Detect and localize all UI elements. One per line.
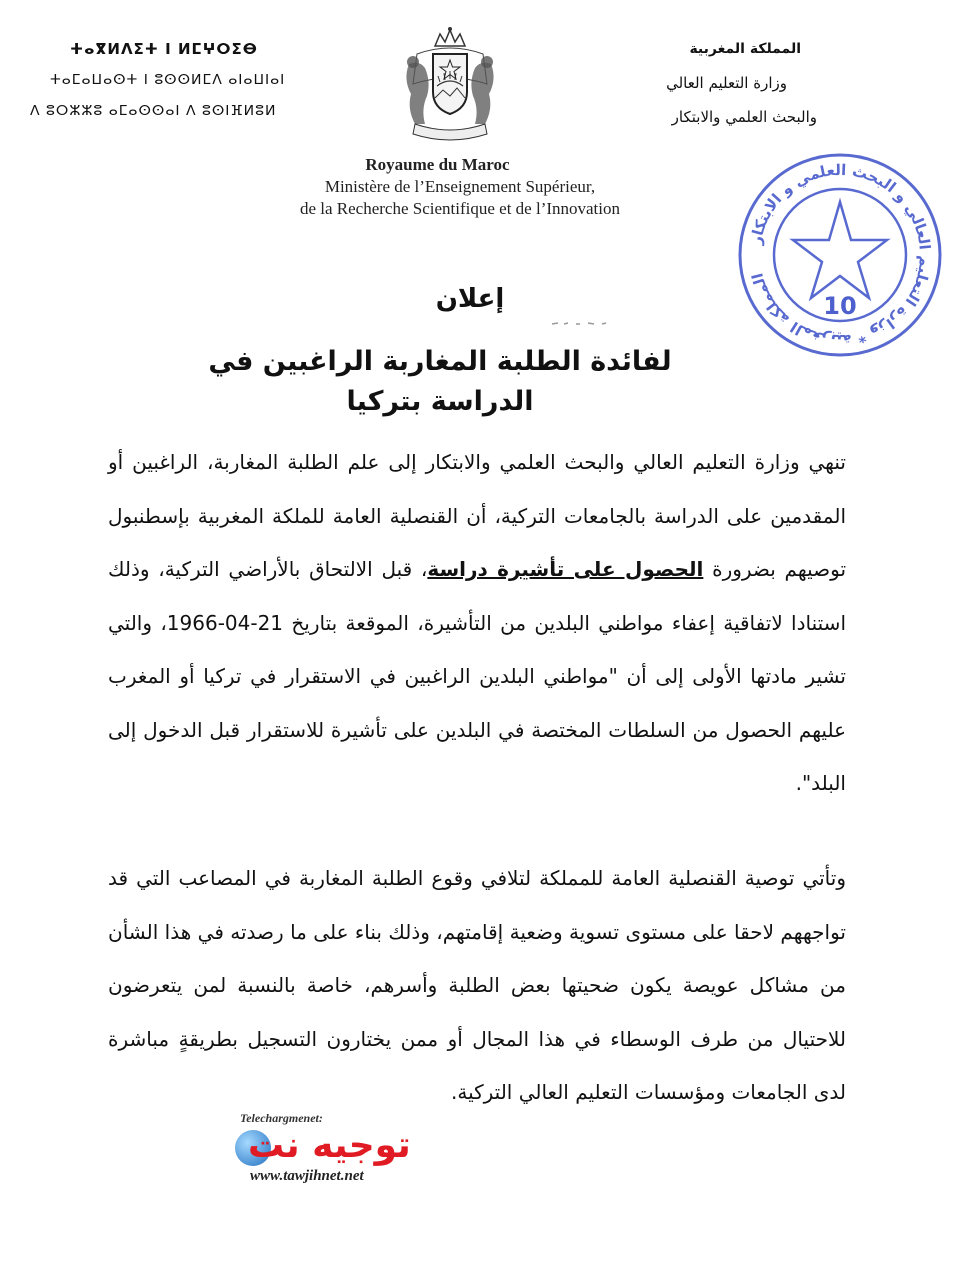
visa-requirement-emphasis: الحصول على تأشيرة دراسة bbox=[427, 557, 704, 581]
scan-noise bbox=[550, 318, 610, 328]
official-stamp bbox=[735, 150, 945, 360]
tifinagh-ministry-line2: ⴷ ⵓⵔⵣⵣⵓ ⴰⵎⴰⵙⵙⴰⵏ ⴷ ⵓⵙⵏⴼⵍⵓⵍ bbox=[30, 103, 277, 119]
announcement-subtitle: لفائدة الطلبة المغاربة الراغبين في الدراسة بتركيا bbox=[208, 346, 672, 417]
french-header bbox=[250, 154, 670, 220]
coat-of-arms-icon bbox=[395, 24, 505, 144]
tifinagh-header bbox=[30, 34, 290, 127]
tifinagh-ministry-line1: ⵜⴰⵎⴰⵡⴰⵙⵜ ⵏ ⵓⵙⵙⵍⵎⴷ ⴰⵏⴰⵡⵏⴰⵏ bbox=[50, 72, 286, 88]
paragraph-1-rest: ، قبل الالتحاق بالأراضي التركية، وذلك استنادا لاتفاقية إعفاء مواطني البلدين من التأشيرة، الموقعة بتاريخ 21-04-1966، والتي تشير مادتها الأولى إلى أن "مواطني البلدين الراغبين في الاستقرار في تركيا أو المغرب عليهم الحصول من السلطات المختصة في البلدين على تأشيرة للاستقرار قبل الدخول إلى البلد". bbox=[108, 557, 846, 795]
watermark-label: Telechargmenet: bbox=[240, 1111, 323, 1125]
arabic-kingdom: المملكة المغربية bbox=[689, 41, 801, 57]
watermark-brand: توجيه نت bbox=[248, 1125, 411, 1166]
french-ministry-line2: de la Recherche Scientifique et de l’Innovation bbox=[299, 199, 621, 218]
stamp-ring-text: المملكة المغربية * وزارة التعليم العالي و البحث العلمي و الابتكار bbox=[746, 160, 935, 350]
body-paragraph-2: وتأتي توصية القنصلية العامة للمملكة لتلافي وقوع الطلبة المغاربة في المصاعب التي قد تواجههم لاحقا على مستوى تسوية وضعية إقامتهم، وذلك بناء على ما رصدته في هذا الشأن من مشاكل عويصة يكون ضحيتها بعض الطلبة وأسرهم، خاصة بالنسبة لمن يتعرضون للاحتيال من طرف الوسطاء في هذا المجال أو ممن يختارون التسجيل بطريقةٍ مباشرة لدى الجامعات ومؤسسات التعليم العالي التركية. bbox=[108, 866, 846, 1104]
arabic-ministry-line2: والبحث العلمي والابتكار bbox=[671, 108, 817, 126]
french-ministry-line1: Ministère de l’Enseignement Supérieur, bbox=[324, 177, 596, 196]
arabic-ministry-line1: وزارة التعليم العالي bbox=[666, 74, 787, 92]
announcement-heading: إعلان bbox=[435, 284, 505, 314]
watermark-url[interactable]: www.tawjihnet.net bbox=[250, 1168, 364, 1184]
stamp-number: 10 bbox=[823, 292, 857, 320]
tifinagh-kingdom: ⵜⴰⴳⵍⴷⵉⵜ ⵏ ⵍⵎⵖⵔⵉⴱ bbox=[70, 40, 258, 58]
french-kingdom: Royaume du Maroc bbox=[365, 155, 510, 174]
body-paragraph-1 bbox=[108, 436, 846, 811]
paragraph-1-intro: تنهي وزارة التعليم العالي والبحث العلمي والابتكار إلى علم الطلبة المغاربة، الراغبين أو المقدمين على الدراسة بالجامعات التركية، أن القنصلية العامة للملكة المغربية بإسطنبول توصيهم بضرورة bbox=[108, 450, 847, 581]
arabic-header bbox=[597, 32, 817, 134]
